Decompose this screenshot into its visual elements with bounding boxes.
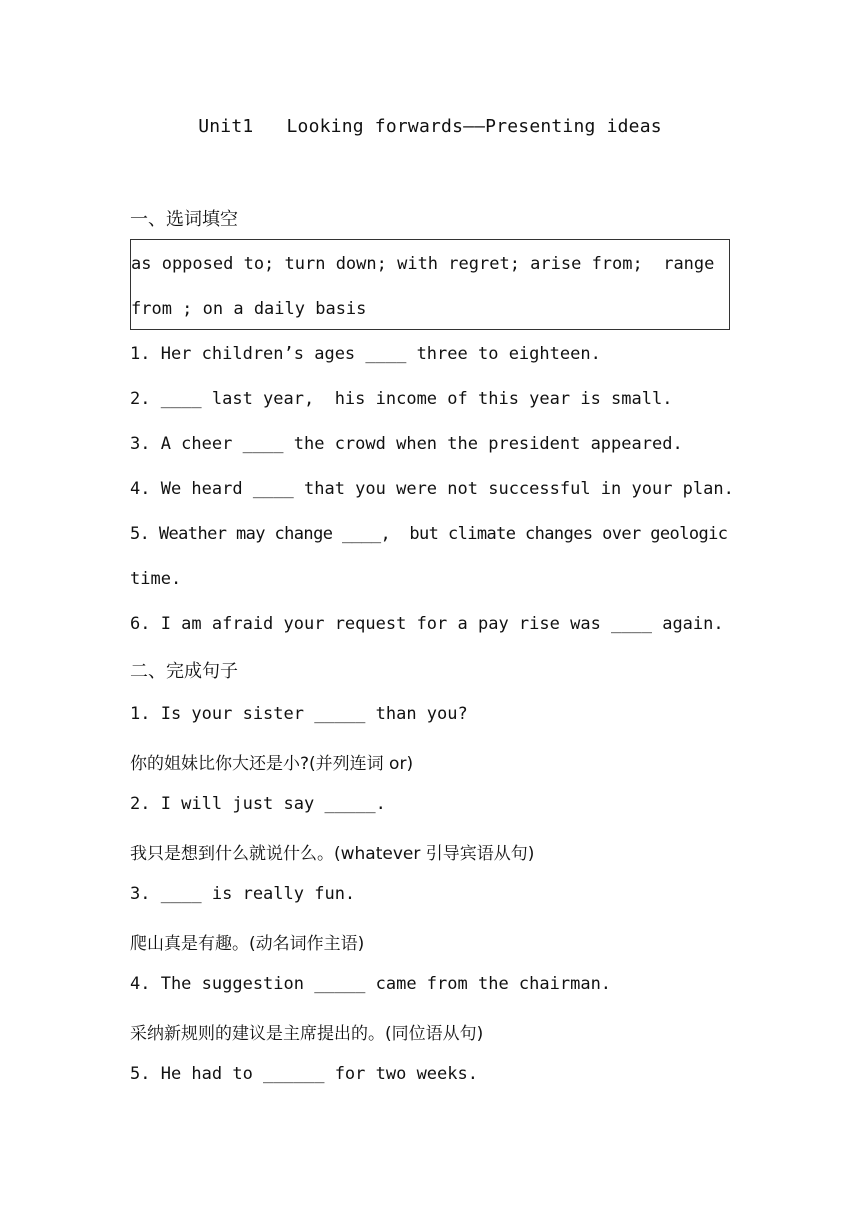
word-box-line-1: as opposed to; turn down; with regret; arise from; range <box>131 254 715 274</box>
sentence-item-4-hint: 采纳新规则的建议是主席提出的。(同位语从句) <box>130 1024 484 1044</box>
exercise-item-1: 1. Her children’s ages ____ three to eighteen. <box>130 344 601 364</box>
word-box <box>130 239 730 330</box>
section2-heading: 二、完成句子 <box>130 661 238 682</box>
exercise-item-5: 5. Weather may change ____, but climate changes over geologic <box>130 524 728 544</box>
exercise-item-4: 4. We heard ____ that you were not successful in your plan. <box>130 479 734 499</box>
sentence-item-1: 1. Is your sister _____ than you? <box>130 704 468 724</box>
sentence-item-4: 4. The suggestion _____ came from the chairman. <box>130 974 612 994</box>
section1-heading: 一、选词填空 <box>130 209 238 230</box>
sentence-item-1-hint: 你的姐妹比你大还是小?(并列连词 or) <box>130 754 414 774</box>
word-box-line-2: from ; on a daily basis <box>131 299 367 319</box>
sentence-item-3: 3. ____ is really fun. <box>130 884 356 904</box>
sentence-item-2: 2. I will just say _____. <box>130 794 386 814</box>
exercise-item-6: 6. I am afraid your request for a pay rise was ____ again. <box>130 614 724 634</box>
sentence-item-2-hint: 我只是想到什么就说什么。(whatever 引导宾语从句) <box>130 844 535 864</box>
document-title: Unit1 Looking forwards——Presenting ideas <box>198 116 662 137</box>
sentence-item-5: 5. He had to ______ for two weeks. <box>130 1064 478 1084</box>
exercise-item-5-cont: time. <box>130 569 182 589</box>
sentence-item-3-hint: 爬山真是有趣。(动名词作主语) <box>130 934 365 954</box>
exercise-item-2: 2. ____ last year, his income of this year is small. <box>130 389 673 409</box>
exercise-item-3: 3. A cheer ____ the crowd when the president appeared. <box>130 434 683 454</box>
